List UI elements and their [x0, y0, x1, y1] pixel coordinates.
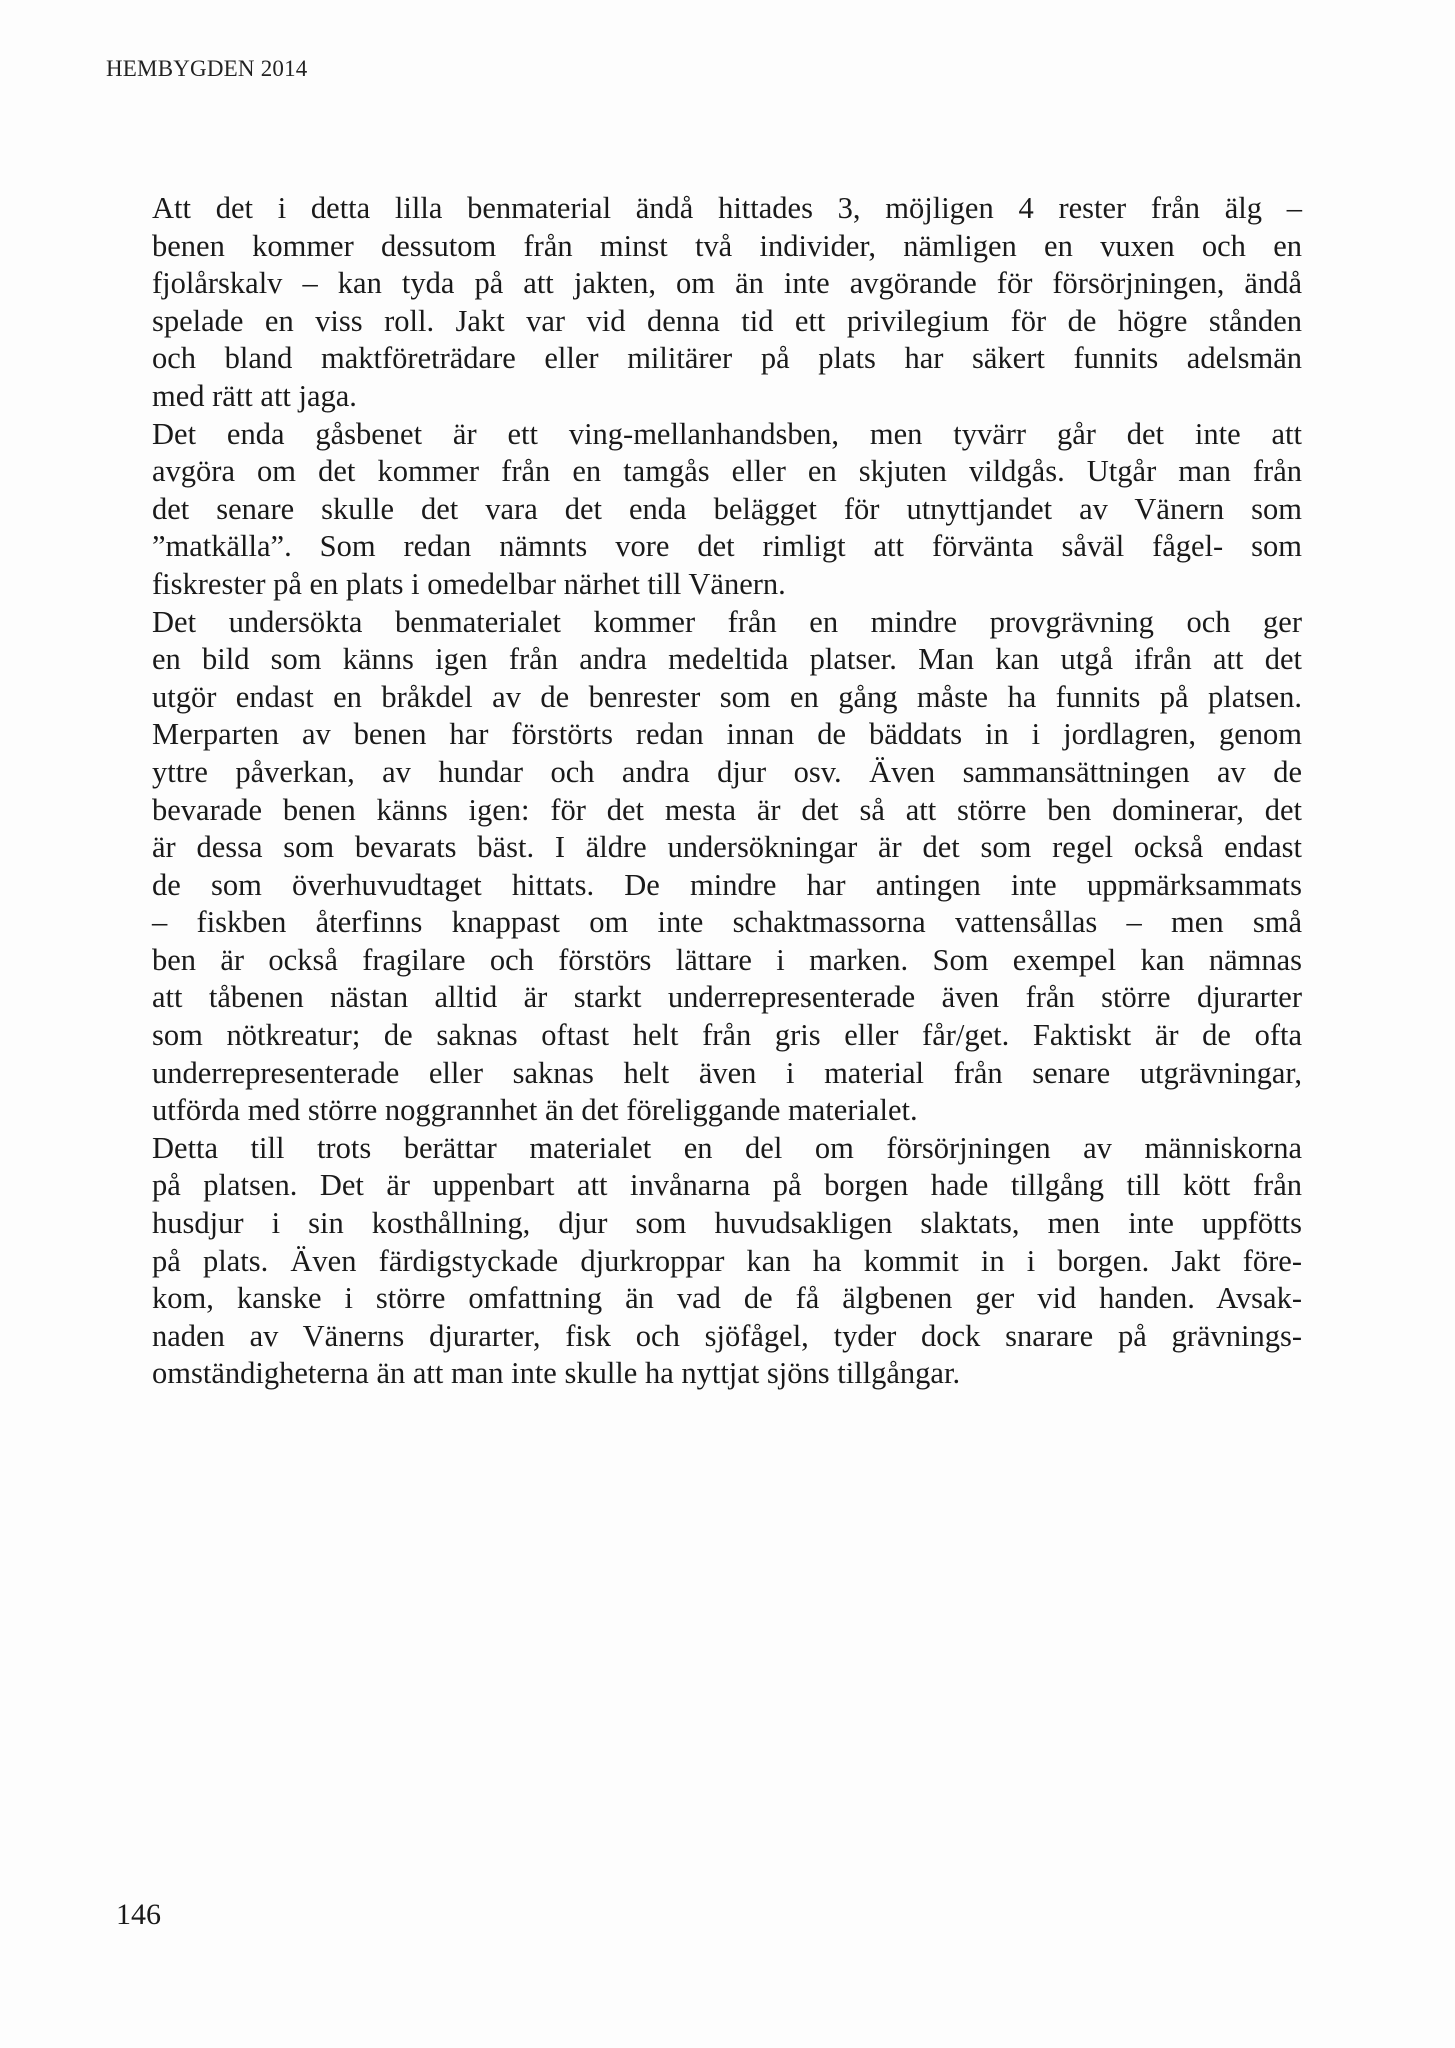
- text-line: fjolårskalv – kan tyda på att jakten, om än inte avgörande för försörjningen, ändå: [152, 266, 1302, 301]
- paragraph-2: [152, 416, 1302, 604]
- text-line: avgöra om det kommer från en tamgås eller en skjuten vildgås. Utgår man från: [152, 454, 1302, 489]
- text-line: underrepresenterade eller saknas helt även i material från senare utgrävningar,: [152, 1055, 1302, 1090]
- text-line: yttre påverkan, av hundar och andra djur osv. Även sammansättningen av de: [152, 754, 1302, 789]
- text-line: fiskrester på en plats i omedelbar närhet till Vänern.: [152, 566, 786, 601]
- text-line: en bild som känns igen från andra medeltida platser. Man kan utgå ifrån att det: [152, 642, 1302, 677]
- text-line: Att det i detta lilla benmaterial ändå hittades 3, möjligen 4 rester från älg –: [152, 191, 1302, 225]
- text-line: spelade en viss roll. Jakt var vid denna tid ett privilegium för de högre stånden: [152, 303, 1302, 338]
- text-line: på platsen. Det är uppenbart att invånarna på borgen hade tillgång till kött från: [152, 1168, 1302, 1203]
- text-line: omständigheterna än att man inte skulle ha nyttjat sjöns tillgångar.: [152, 1356, 961, 1391]
- paragraph-1: [152, 190, 1302, 416]
- text-line: som nötkreatur; de saknas oftast helt från gris eller får/get. Faktiskt är de ofta: [152, 1018, 1302, 1053]
- text-line: benen kommer dessutom från minst två individer, nämligen en vuxen och en: [152, 228, 1302, 263]
- text-line: de som överhuvudtaget hittats. De mindre har antingen inte uppmärksammats: [152, 867, 1302, 902]
- text-line: och bland maktföreträdare eller militärer på plats har säkert funnits adelsmän: [152, 341, 1302, 376]
- text-line: husdjur i sin kosthållning, djur som huvudsakligen slaktats, men inte uppfötts: [152, 1206, 1302, 1241]
- text-line: ben är också fragilare och förstörs lättare i marken. Som exempel kan nämnas: [152, 942, 1302, 977]
- paragraph-4: [152, 1130, 1302, 1393]
- text-line: ”matkälla”. Som redan nämnts vore det rimligt att förvänta såväl fågel- som: [152, 529, 1302, 564]
- text-line: är dessa som bevarats bäst. I äldre undersökningar är det som regel också endast: [152, 830, 1302, 865]
- text-line: på plats. Även färdigstyckade djurkroppar kan ha kommit in i borgen. Jakt före-: [152, 1243, 1302, 1278]
- text-line: bevarade benen känns igen: för det mesta är det så att större ben dominerar, det: [152, 792, 1302, 827]
- text-line: att tåbenen nästan alltid är starkt underrepresenterade även från större djurarter: [152, 980, 1302, 1015]
- text-line: det senare skulle det vara det enda belägget för utnyttjandet av Vänern som: [152, 491, 1302, 526]
- text-line: Detta till trots berättar materialet en del om försörjningen av människorna: [152, 1130, 1302, 1165]
- text-line: med rätt att jaga.: [152, 378, 357, 413]
- body-text: [152, 190, 1302, 1393]
- running-header: HEMBYGDEN 2014: [106, 56, 308, 81]
- paragraph-3: [152, 604, 1302, 1130]
- text-line: – fiskben återfinns knappast om inte schaktmassorna vattensållas – men små: [152, 905, 1302, 940]
- text-line: utgör endast en bråkdel av de benrester som en gång måste ha funnits på platsen.: [152, 679, 1302, 714]
- text-line: utförda med större noggrannhet än det föreliggande materialet.: [152, 1093, 918, 1128]
- text-line: Det enda gåsbenet är ett ving-mellanhandsben, men tyvärr går det inte att: [152, 416, 1302, 451]
- text-line: Det undersökta benmaterialet kommer från en mindre provgrävning och ger: [152, 604, 1302, 639]
- text-line: kom, kanske i större omfattning än vad de få älgbenen ger vid handen. Avsak-: [152, 1281, 1302, 1316]
- text-line: Merparten av benen har förstörts redan innan de bäddats in i jordlagren, genom: [152, 717, 1302, 752]
- text-line: naden av Vänerns djurarter, fisk och sjöfågel, tyder dock snarare på grävnings-: [152, 1318, 1302, 1353]
- page-number: 146: [116, 1898, 161, 1931]
